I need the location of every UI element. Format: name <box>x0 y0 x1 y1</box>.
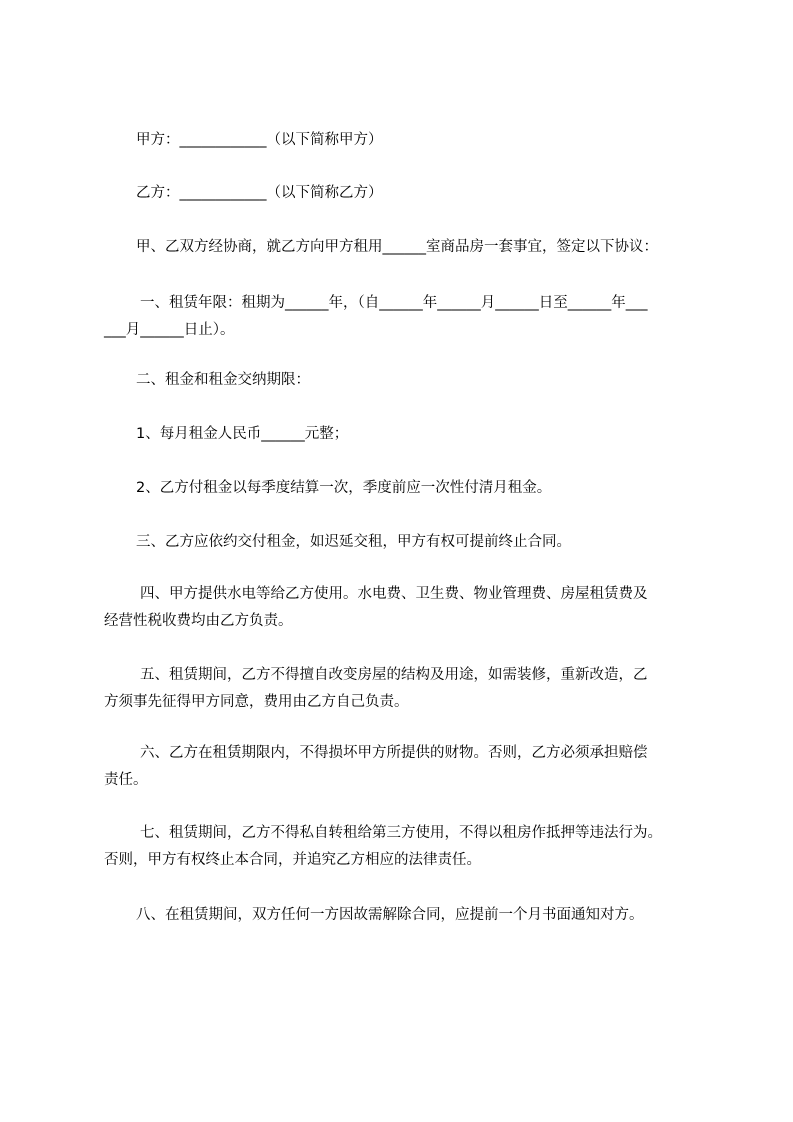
clause-7-line-1: 七、租赁期间，乙方不得私自转租给第三方使用，不得以租房作抵押等违法行为。 <box>140 825 662 841</box>
intro-paragraph: 甲、乙双方经协商，就乙方向甲方租用______室商品房一套事宜，签定以下协议： <box>136 239 658 255</box>
clause-5-line-2: 方须事先征得甲方同意，费用由乙方自己负责。 <box>104 694 409 710</box>
clause-2-item-1: 1、每月租金人民币______元整； <box>136 426 349 442</box>
clause-5-line-1: 五、租赁期间，乙方不得擅自改变房屋的结构及用途，如需装修，重新改造，乙 <box>140 667 648 683</box>
clause-6-line-2: 责任。 <box>104 772 148 788</box>
clause-4 <box>104 581 704 635</box>
clause-7-line-2: 否则，甲方有权终止本合同，并追究乙方相应的法律责任。 <box>104 852 481 868</box>
clause-6 <box>104 740 704 794</box>
clause-2-item-2: 2、乙方付租金以每季度结算一次，季度前应一次性付清月租金。 <box>136 480 552 496</box>
clause-6-line-1: 六、乙方在租赁期限内，不得损坏甲方所提供的财物。否则，乙方必须承担赔偿 <box>140 745 648 761</box>
clause-1 <box>104 290 704 344</box>
clause-1-line-2: ___月______日止）。 <box>104 322 235 338</box>
clause-4-line-1: 四、甲方提供水电等给乙方使用。水电费、卫生费、物业管理费、房屋租赁费及 <box>140 586 648 602</box>
clause-5 <box>104 662 704 716</box>
clause-4-line-2: 经营性税收费均由乙方负责。 <box>104 613 293 629</box>
clause-2-title: 二、租金和租金交纳期限： <box>136 372 310 388</box>
party-a-line: 甲方：____________（以下简称甲方） <box>136 132 383 148</box>
clause-3: 三、乙方应依约交付租金，如迟延交租，甲方有权可提前终止合同。 <box>136 534 571 550</box>
party-b-line: 乙方：____________（以下简称乙方） <box>136 185 383 201</box>
clause-1-line-1: 一、租赁年限：租期为______年，（自______年______月______日至______年___ <box>140 295 648 311</box>
clause-8: 八、在租赁期间，双方任何一方因故需解除合同，应提前一个月书面通知对方。 <box>136 907 644 923</box>
clause-7 <box>104 820 704 874</box>
